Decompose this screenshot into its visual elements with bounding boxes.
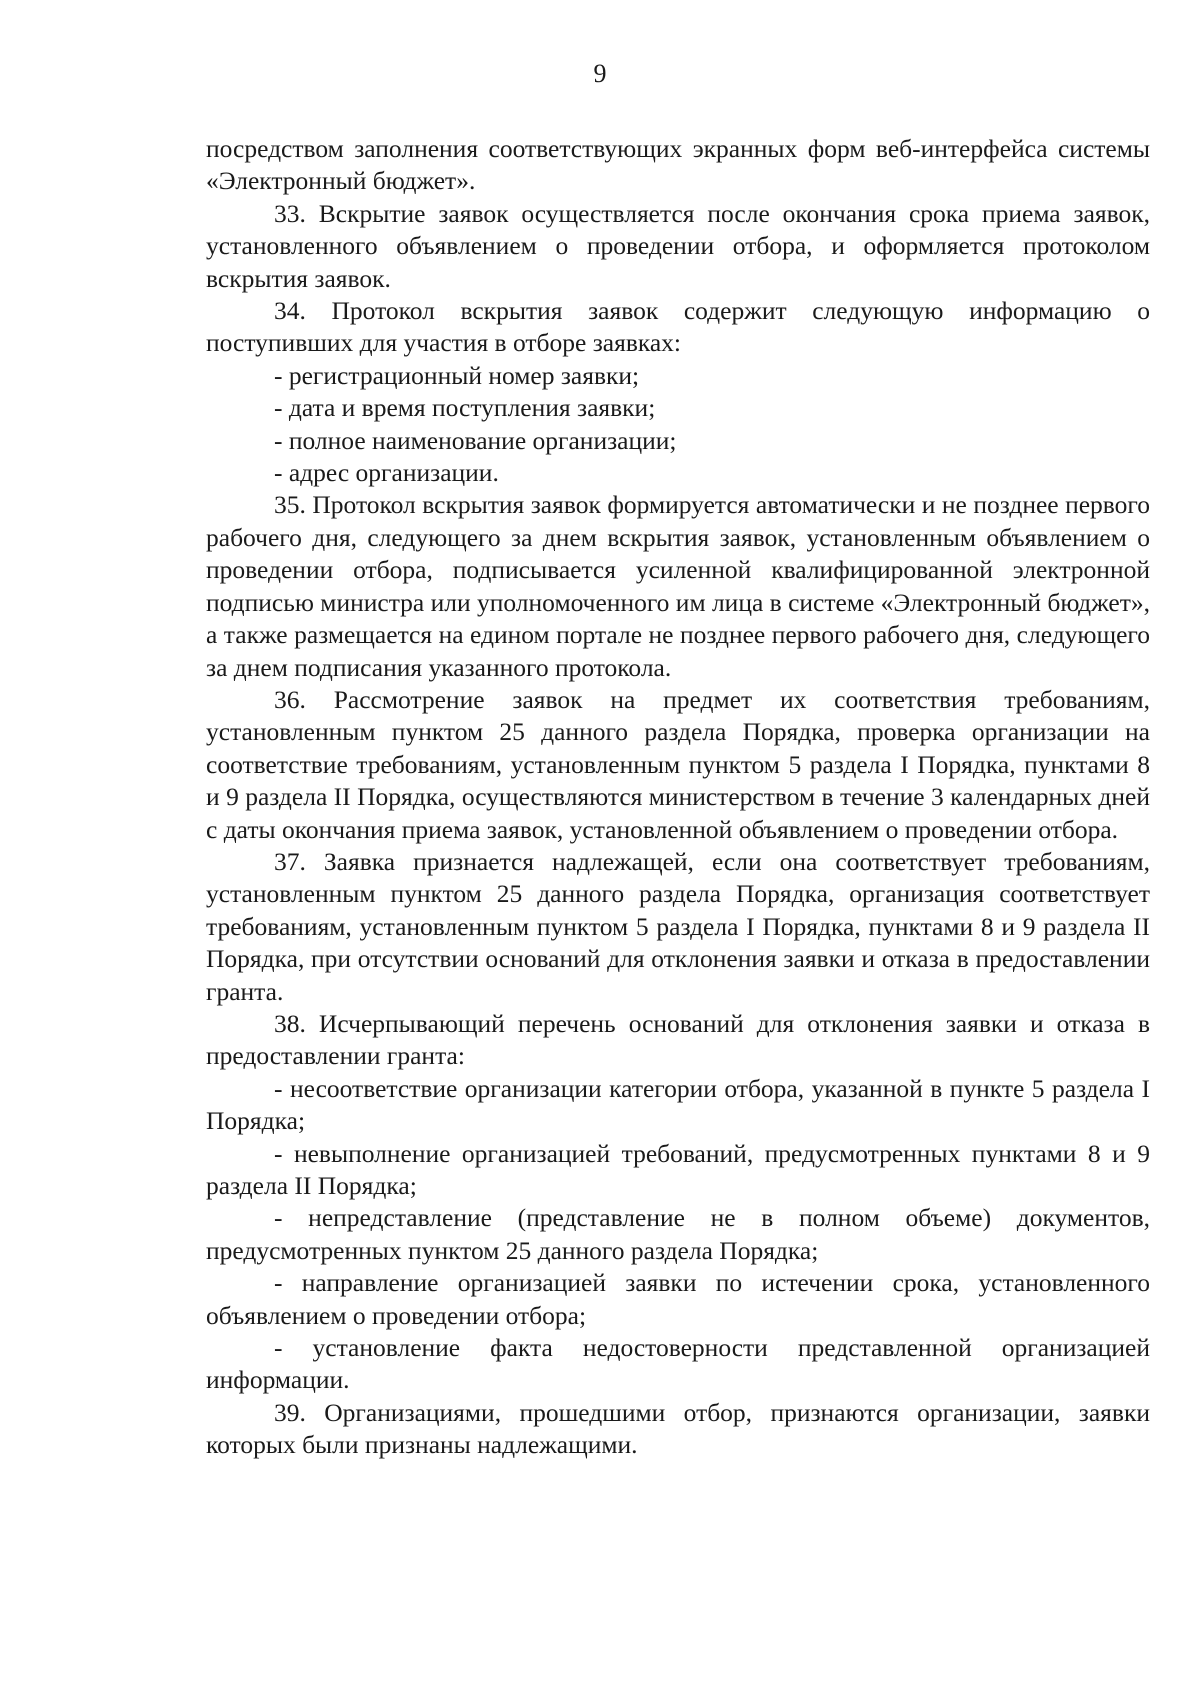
paragraph-35: 35. Протокол вскрытия заявок формируется автоматически и не позднее первого рабочего дня, следующего за днем вскрытия заявок, установленным объявлением о проведении отбора, подписывается усиленной квалифицированной электронной подписью министра или уполномоченного им лица в системе «Электронный бюджет», а также размещается на едином портале не позднее первого рабочего дня, следующего за днем подписания указанного протокола.	[206, 490, 1150, 682]
list-item-category-mismatch: - несоответствие организации категории отбора, указанной в пункте 5 раздела I Порядка;	[206, 1073, 1150, 1136]
list-item-false-information: - установление факта недостоверности представленной организацией информации.	[206, 1333, 1150, 1395]
list-item-late-submission: - направление организацией заявки по истечении срока, установленного объявлением о проведении отбора;	[206, 1268, 1150, 1330]
paragraph-37: 37. Заявка признается надлежащей, если она соответствует требованиям, установленным пунктом 25 данного раздела Порядка, организация соответствует требованиям, установленным пунктом 5 раздела I Порядка, пунктами 8 и 9 раздела II Порядка, при отсутствии оснований для отклонения заявки и отказа в предоставлении гранта.	[206, 846, 1150, 1006]
paragraph-continuation: посредством заполнения соответствующих экранных форм веб-интерфейса системы «Электронный бюджет».	[206, 134, 1150, 196]
paragraph-36: 36. Рассмотрение заявок на предмет их соответствия требованиям, установленным пунктом 25 данного раздела Порядка, проверка организации на соответствие требованиям, установленным пунктом 5 раздела I Порядка, пунктами 8 и 9 раздела II Порядка, осуществляются министерством в течение 3 календарных дней с даты окончания приема заявок, установленной объявлением о проведении отбора.	[206, 684, 1150, 844]
paragraph-33: 33. Вскрытие заявок осуществляется после окончания срока приема заявок, установленного объявлением о проведении отбора, и оформляется протоколом вскрытия заявок.	[206, 198, 1150, 293]
list-item-date-time: - дата и время поступления заявки;	[274, 393, 656, 423]
list-item-documents-missing: - непредставление (представление не в полном объеме) документов, предусмотренных пунктом 25 данного раздела Порядка;	[206, 1203, 1150, 1265]
document-body	[206, 133, 1150, 1462]
page-number: 9	[593, 59, 607, 88]
paragraph-39: 39. Организациями, прошедшими отбор, признаются организации, заявки которых были признаны надлежащими.	[206, 1397, 1150, 1460]
list-item-requirements-failure: - невыполнение организацией требований, предусмотренных пунктами 8 и 9 раздела II Порядка;	[206, 1138, 1150, 1200]
list-item-full-name: - полное наименование организации;	[274, 425, 677, 455]
paragraph-34: 34. Протокол вскрытия заявок содержит следующую информацию о поступивших для участия в отборе заявках:	[206, 296, 1150, 358]
paragraph-38: 38. Исчерпывающий перечень оснований для отклонения заявки и отказа в предоставлении гранта:	[206, 1008, 1150, 1071]
list-item-address: - адрес организации.	[274, 458, 499, 488]
list-item-registration-number: - регистрационный номер заявки;	[274, 360, 640, 390]
